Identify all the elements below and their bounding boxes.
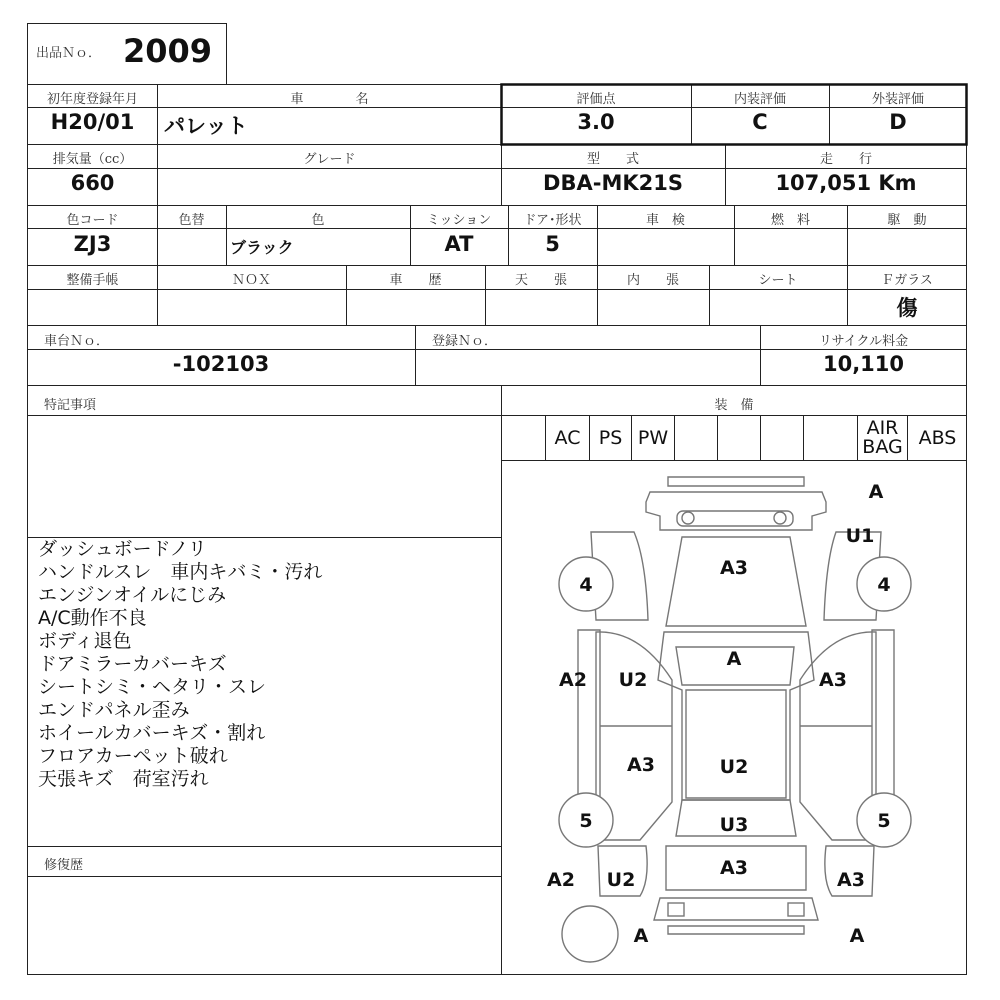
note-line: ダッシュボードノリ xyxy=(38,538,207,560)
recycle-fee-value: 10,110 xyxy=(822,352,905,376)
nox-label: ＮＯＸ xyxy=(231,273,271,288)
damage-tire-rear-right: 5 xyxy=(877,810,891,832)
note-line: エンジンオイルにじみ xyxy=(38,584,227,606)
note-line: A/C動作不良 xyxy=(38,607,147,629)
equipment-abs: ABS xyxy=(907,416,967,460)
damage-right-rear: A3 xyxy=(837,869,865,891)
interior-rating-value: C xyxy=(752,110,768,134)
door-shape-label: ドア･形状 xyxy=(523,213,582,228)
note-line: エンドパネル歪み xyxy=(38,699,190,721)
mileage-value: 107,051 Km xyxy=(775,171,917,195)
damage-front-right: U1 xyxy=(845,525,875,547)
damage-left-front-door: U2 xyxy=(618,669,648,691)
note-line: フロアカーペット破れ xyxy=(38,745,228,767)
damage-tire-rear-left: 5 xyxy=(579,810,593,832)
mileage-label: 走 行 xyxy=(819,152,872,167)
damage-left-rear-door: A3 xyxy=(627,754,655,776)
repaint-label: 色替 xyxy=(178,213,205,228)
grade-label: グレード xyxy=(303,152,356,167)
note-line: シートシミ・ヘタリ・スレ xyxy=(38,676,267,698)
notes-label: 特記事項 xyxy=(44,398,97,413)
damage-front-bumper: A xyxy=(868,481,884,503)
score-value: 3.0 xyxy=(577,110,615,134)
color-code-value: ZJ3 xyxy=(73,232,112,256)
chassis-number-label: 車台Ｎｏ． xyxy=(44,334,110,349)
exterior-rating-label: 外装評価 xyxy=(871,92,924,107)
vehicle-history-label: 車 歴 xyxy=(389,273,442,288)
recycle-fee-label: リサイクル料金 xyxy=(818,334,909,349)
chassis-number-value: -102103 xyxy=(172,352,270,376)
note-line: ホイールカバーキズ・割れ xyxy=(38,722,266,744)
seat-label: シート xyxy=(758,273,798,288)
door-shape-value: 5 xyxy=(545,232,560,256)
note-line: ボディ退色 xyxy=(38,630,132,652)
color-label: 色 xyxy=(311,213,325,228)
equipment-ac: AC xyxy=(545,416,589,460)
damage-windshield: A xyxy=(726,648,742,670)
damage-tire-front-right: 4 xyxy=(877,574,891,596)
drive-label: 駆 動 xyxy=(887,213,927,228)
color-code-label: 色コード xyxy=(66,213,119,228)
front-glass-label: Ｆガラス xyxy=(881,273,933,288)
inspection-label: 車 検 xyxy=(645,213,685,228)
equipment-airbag: AIR BAG xyxy=(857,416,907,460)
service-record-label: 整備手帳 xyxy=(66,273,119,288)
note-line: ハンドルスレ 車内キバミ・汚れ xyxy=(38,561,323,583)
note-line: ドアミラーカバーキズ xyxy=(38,653,227,675)
damage-left-rear: A2 xyxy=(547,869,575,891)
model-value: DBA-MK21S xyxy=(543,171,683,195)
first-registration-label: 初年度登録年月 xyxy=(46,92,138,107)
damage-right-side: A3 xyxy=(819,669,847,691)
score-label: 評価点 xyxy=(576,92,616,107)
interior-trim-label: 内 張 xyxy=(626,273,679,288)
fuel-label: 燃 料 xyxy=(770,213,810,228)
equipment-pw: PW xyxy=(631,416,674,460)
first-registration-value: H20/01 xyxy=(50,110,135,134)
note-line: 天張キズ 荷室汚れ xyxy=(38,768,209,790)
registration-number-label: 登録Ｎｏ． xyxy=(432,334,498,349)
mission-value: AT xyxy=(444,232,474,256)
damage-rear-right: A xyxy=(849,925,865,947)
car-name-label: 車 名 xyxy=(290,92,369,107)
equipment-ps: PS xyxy=(589,416,631,460)
damage-left-front: A2 xyxy=(559,669,587,691)
damage-rear-glass: U3 xyxy=(719,814,749,836)
displacement-value: 660 xyxy=(70,171,115,195)
car-name-value: パレット xyxy=(164,114,248,138)
front-glass-value: 傷 xyxy=(896,295,918,320)
damage-roof: U2 xyxy=(719,756,749,778)
color-value: ブラック xyxy=(230,238,294,257)
ceiling-label: 天 張 xyxy=(514,273,567,288)
spare-tire-icon xyxy=(562,906,618,962)
damage-hood: A3 xyxy=(720,557,748,579)
lot-number-value: 2009 xyxy=(123,32,213,70)
damage-left-rear-lower: U2 xyxy=(606,869,636,891)
damage-rear-left: A xyxy=(633,925,649,947)
damage-tire-front-left: 4 xyxy=(579,574,593,596)
repair-history-label: 修復歴 xyxy=(44,858,84,873)
model-label: 型 式 xyxy=(586,152,639,167)
lot-number-label: 出品Ｎｏ． xyxy=(36,46,102,61)
displacement-label: 排気量（cc） xyxy=(52,152,133,167)
exterior-rating-value: D xyxy=(889,110,907,134)
mission-label: ミッション xyxy=(426,213,492,228)
interior-rating-label: 内装評価 xyxy=(733,92,786,107)
damage-tailgate: A3 xyxy=(720,857,748,879)
equipment-label: 装 備 xyxy=(714,398,754,413)
